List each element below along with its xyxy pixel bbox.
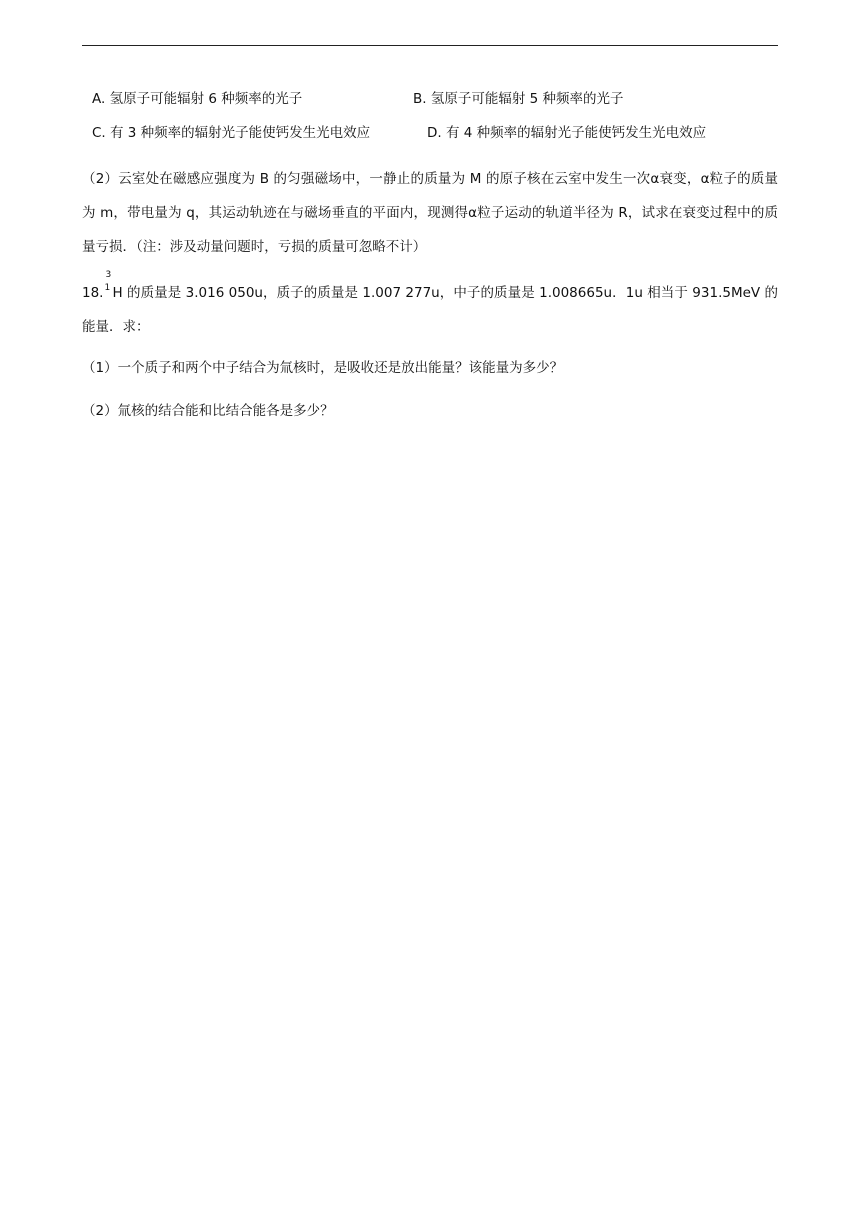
nuclide-charge-number: 1 — [104, 283, 111, 293]
nuclide-symbol: H — [112, 285, 123, 301]
header-rule — [82, 45, 778, 46]
option-c: C. 有 3 种频率的辐射光子能使钙发生光电效应 — [92, 125, 371, 141]
question-18-paragraph — [82, 270, 778, 344]
option-d: D. 有 4 种频率的辐射光子能使钙发生光电效应 — [427, 125, 707, 141]
option-b: B. 氢原子可能辐射 5 种频率的光子 — [413, 91, 624, 107]
question-18-number: 18. — [82, 285, 104, 301]
option-a: A. 氢原子可能辐射 6 种频率的光子 — [92, 91, 303, 107]
question-18-sub-1: （1）一个质子和两个中子结合为氚核时，是吸收还是放出能量？该能量为多少？ — [82, 360, 564, 376]
question-2-paragraph: （2）云室处在磁感应强度为 B 的匀强磁场中，一静止的质量为 M 的原子核在云室中发生一次α衰变，α粒子的质量为 m，带电量为 q，其运动轨迹在与磁场垂直的平面内，现测得α粒子运动的轨道半径为 R，试求在衰变过程中的质量亏损．（注：涉及动量问题时，亏损的质量可忽略不计） — [82, 171, 778, 255]
tritium-nuclide-notation — [103, 270, 112, 297]
question-18-sub-2: （2）氚核的结合能和比结合能各是多少？ — [82, 403, 334, 419]
question-18-text: 的质量是 3.016 050u，质子的质量是 1.007 277u，中子的质量是 1.008665u．1u 相当于 931.5MeV 的能量．求： — [82, 285, 778, 335]
nuclide-mass-number: 3 — [105, 270, 112, 280]
